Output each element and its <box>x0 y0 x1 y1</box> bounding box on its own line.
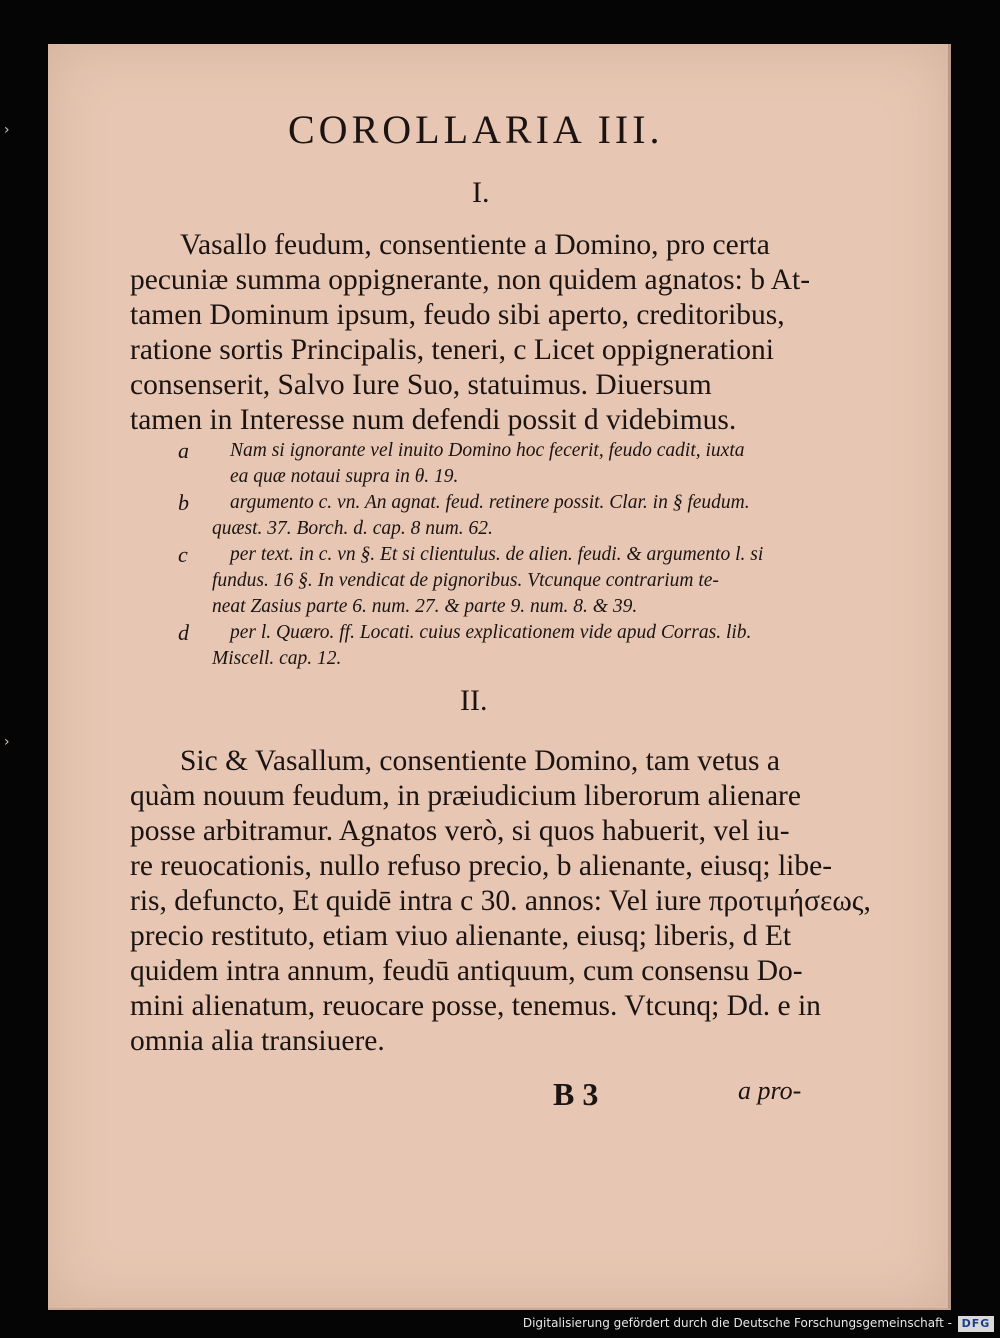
text-line: precio restituto, etiam viuo alienante, eiusq; liberis, d Et <box>130 920 792 952</box>
binding-mark-icon: › <box>4 734 10 750</box>
footnote-line: Nam si ignorante vel inuito Domino hoc fecerit, feudo cadit, iuxta <box>230 440 745 461</box>
binding-mark-icon: › <box>4 122 10 138</box>
footnote-mark: b <box>178 490 189 515</box>
footnote-line: per text. in c. vn §. Et si clientulus. de alien. feudi. & argumento l. si <box>230 544 764 565</box>
text-line: ris, defuncto, Et quidē intra c 30. annos: Vel iure προτιμήσεως, <box>130 885 871 917</box>
footnote-line: fundus. 16 §. In vendicat de pignoribus. Vtcunque contrarium te- <box>212 570 719 591</box>
text-line: omnia alia transiuere. <box>130 1025 385 1057</box>
catchword: a pro- <box>738 1076 802 1105</box>
document-page <box>48 44 951 1310</box>
section-2-paragraph <box>130 744 871 1059</box>
footnotes <box>178 438 858 672</box>
footnote <box>178 542 858 620</box>
footnote <box>178 620 858 672</box>
page-header: COROLLARIA III. <box>288 107 664 152</box>
footnote-line: quæst. 37. Borch. d. cap. 8 num. 62. <box>212 518 493 539</box>
text-line: posse arbitramur. Agnatos verò, si quos habuerit, vel iu- <box>130 815 790 847</box>
text-line: quidem intra annum, feudū antiquum, cum consensu Do- <box>130 955 803 987</box>
text-line: Vasallo feudum, consentiente a Domino, pro certa <box>180 229 770 261</box>
signature-mark: B 3 <box>553 1076 599 1112</box>
section-number: I. <box>472 176 490 209</box>
footnote-mark: c <box>178 542 188 567</box>
text-line: quàm nouum feudum, in præiudicium liberorum alienare <box>130 780 801 812</box>
section-number: II. <box>460 684 488 717</box>
text-line: consenserit, Salvo Iure Suo, statuimus. Diuersum <box>130 369 712 401</box>
footnote-line: argumento c. vn. An agnat. feud. retinere possit. Clar. in § feudum. <box>230 492 750 513</box>
text-line: mini alienatum, reuocare posse, tenemus. Vtcunq; Dd. e in <box>130 990 821 1022</box>
footnote <box>178 438 858 490</box>
footnote-line: ea quæ notaui supra in θ. 19. <box>230 466 459 487</box>
digitization-credit: Digitalisierung gefördert durch die Deutsche Forschungsgemeinschaft - <box>522 1316 952 1330</box>
text-line: tamen Dominum ipsum, feudo sibi aperto, creditoribus, <box>130 299 785 331</box>
footnote-line: neat Zasius parte 6. num. 27. & parte 9. num. 8. & 39. <box>212 596 638 617</box>
text-line: ratione sortis Principalis, teneri, c Licet oppignerationi <box>130 334 774 366</box>
text-line: tamen in Interesse num defendi possit d videbimus. <box>130 404 737 436</box>
text-line: pecuniæ summa oppignerante, non quidem agnatos: b At- <box>130 264 811 296</box>
dfg-logo-icon: DFG <box>958 1316 994 1332</box>
footnote-mark: d <box>178 620 189 645</box>
footnote <box>178 490 858 542</box>
section-1-paragraph <box>130 228 830 438</box>
footnote-mark: a <box>178 438 189 463</box>
text-line: Sic & Vasallum, consentiente Domino, tam vetus a <box>180 745 781 777</box>
footnote-line: per l. Quæro. ff. Locati. cuius explicationem vide apud Corras. lib. <box>230 622 752 643</box>
footnote-line: Miscell. cap. 12. <box>212 648 342 669</box>
text-line: re reuocationis, nullo refuso precio, b alienante, eiusq; libe- <box>130 850 833 882</box>
